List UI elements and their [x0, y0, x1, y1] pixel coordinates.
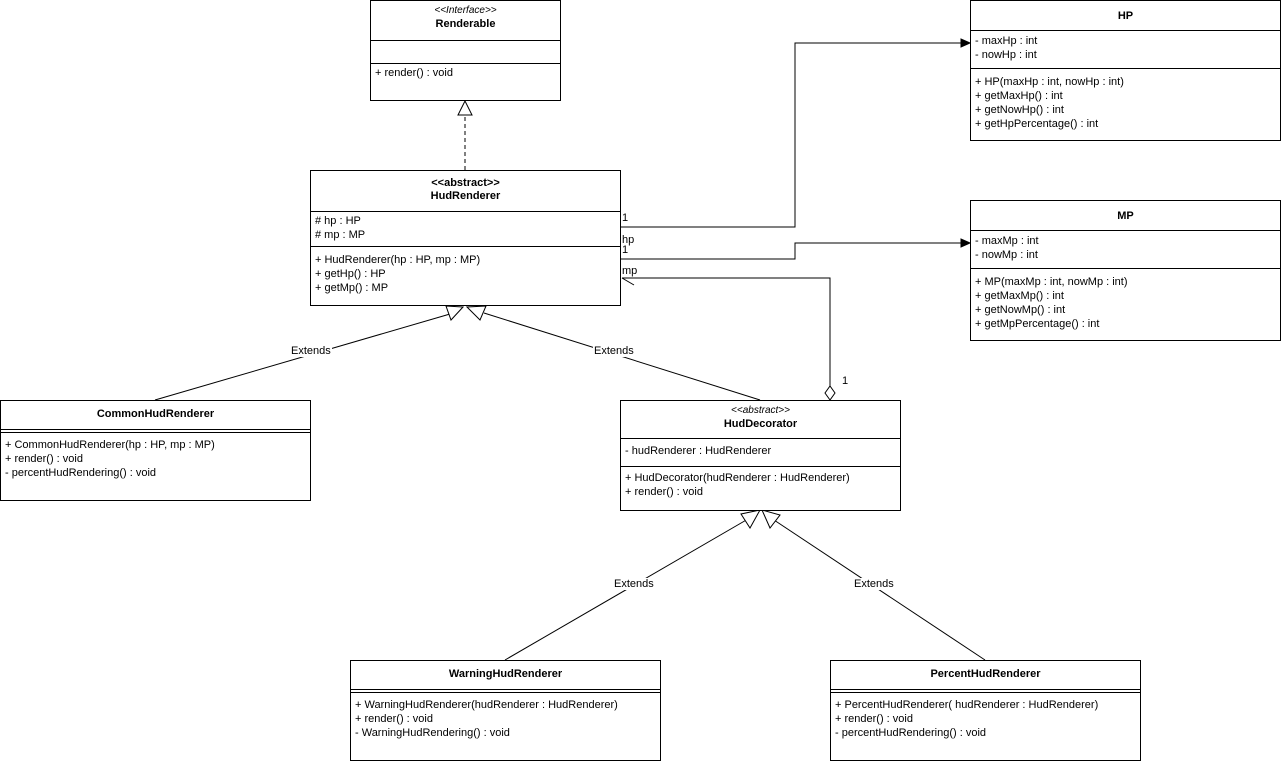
attribute-row: - nowMp : int — [975, 249, 1038, 261]
method-row: + CommonHudRenderer(hp : HP, mp : MP) — [5, 439, 215, 451]
method-row: + HP(maxHp : int, nowHp : int) — [975, 76, 1124, 88]
hp-multiplicity: 1 — [622, 212, 629, 224]
class-name: WarningHudRenderer — [448, 668, 563, 680]
method-row: + getNowHp() : int — [975, 104, 1064, 116]
method-row: - percentHudRendering() : void — [835, 727, 987, 739]
aggregation-edge — [622, 278, 835, 400]
attribute-row: - nowHp : int — [975, 49, 1037, 61]
association-edge-mp — [620, 239, 970, 259]
method-row: + getMpPercentage() : int — [975, 318, 1100, 330]
class-name: CommonHudRenderer — [96, 408, 215, 420]
method-row: + getMp() : MP — [315, 282, 389, 294]
class-name: HudRenderer — [430, 190, 501, 202]
attribute-row: - hudRenderer : HudRenderer — [625, 445, 772, 457]
method-row: + PercentHudRenderer( hudRenderer : HudRenderer) — [835, 699, 1099, 711]
class-name: MP — [1117, 210, 1134, 222]
method-row: + render() : void — [355, 713, 433, 725]
class-hp[interactable] — [970, 0, 1281, 141]
method-row: + render() : void — [625, 486, 703, 498]
attribute-row: # mp : MP — [315, 229, 366, 241]
method-row: + getMaxHp() : int — [975, 90, 1063, 102]
hp-role-label: hp — [622, 234, 635, 246]
class-stereotype: <<Interface>> — [434, 5, 497, 16]
realization-edge — [458, 101, 472, 170]
method-row: + HudRenderer(hp : HP, mp : MP) — [315, 254, 481, 266]
method-row: - WarningHudRendering() : void — [355, 727, 510, 739]
class-stereotype: <<abstract>> — [431, 177, 500, 189]
class-warning-hud-renderer[interactable] — [350, 660, 661, 761]
class-stereotype: <<abstract>> — [731, 405, 790, 416]
method-row: + getHp() : HP — [315, 268, 386, 280]
class-percent-hud-renderer[interactable] — [830, 660, 1141, 761]
attribute-row: # hp : HP — [315, 215, 361, 227]
extends-label-percent: Extends — [854, 578, 894, 590]
mp-multiplicity: 1 — [622, 244, 629, 256]
method-row: + WarningHudRenderer(hudRenderer : HudRenderer) — [355, 699, 618, 711]
method-row: + render() : void — [375, 67, 453, 79]
extends-label-warning: Extends — [614, 578, 654, 590]
class-mp[interactable] — [970, 200, 1281, 341]
method-row: + getMaxMp() : int — [975, 290, 1064, 302]
method-row: + render() : void — [835, 713, 913, 725]
class-hud-renderer[interactable] — [310, 170, 621, 306]
class-name: HP — [1117, 10, 1134, 22]
class-hud-decorator[interactable] — [620, 400, 901, 511]
method-row: + getNowMp() : int — [975, 304, 1066, 316]
method-row: + HudDecorator(hudRenderer : HudRenderer) — [625, 472, 850, 484]
attribute-row: - maxMp : int — [975, 235, 1039, 247]
aggregation-multiplicity: 1 — [842, 375, 849, 387]
class-name: Renderable — [435, 18, 496, 30]
association-edge-hp — [620, 39, 970, 227]
class-name: PercentHudRenderer — [930, 668, 1041, 680]
method-row: - percentHudRendering() : void — [5, 467, 157, 479]
mp-role-label: mp — [622, 265, 638, 277]
class-renderable[interactable] — [370, 0, 561, 101]
attribute-row: - maxHp : int — [975, 35, 1038, 47]
method-row: + render() : void — [5, 453, 83, 465]
method-row: + getHpPercentage() : int — [975, 118, 1099, 130]
extends-label-decorator: Extends — [594, 345, 634, 357]
method-row: + MP(maxMp : int, nowMp : int) — [975, 276, 1128, 288]
class-common-hud-renderer[interactable] — [0, 400, 311, 501]
extends-label-common: Extends — [291, 345, 331, 357]
class-name: HudDecorator — [723, 418, 798, 430]
